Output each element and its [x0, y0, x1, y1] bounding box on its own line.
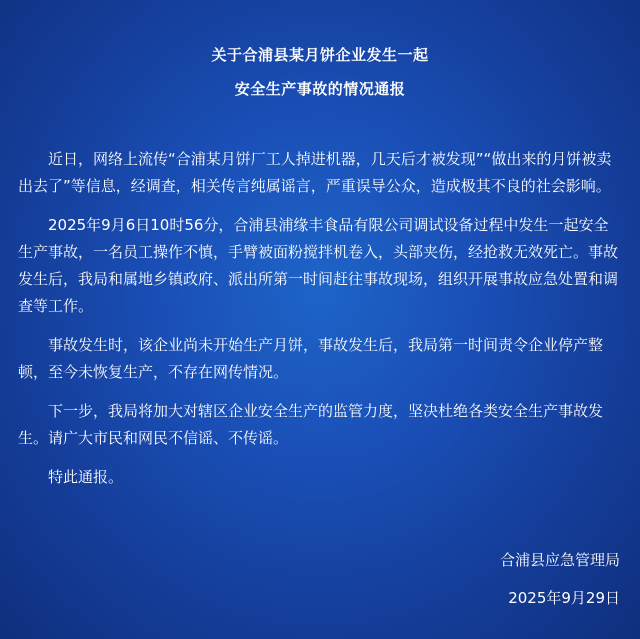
paragraph-rumor: 近日，网络上流传“合浦某月饼厂工人掉进机器，几天后才被发现”“做出来的月饼被卖出去了”等信息，经调查，相关传言纯属谣言，严重误导公众，造成极其不良的社会影响。: [18, 150, 612, 195]
signature-organization: 合浦县应急管理局: [499, 551, 620, 569]
signature-date: 2025年9月29日: [508, 589, 620, 607]
paragraph-closing: 特此通报。: [48, 468, 124, 486]
paragraph-next-steps: 下一步，我局将加大对辖区企业安全生产的监管力度，坚决杜绝各类安全生产事故发生。请广大市民和网民不信谣、不传谣。: [18, 402, 604, 447]
notice-body: [18, 146, 622, 503]
notice-title-line-2: 安全生产事故的情况通报: [234, 80, 406, 98]
notice-title-line-1: 关于合浦县某月饼企业发生一起: [211, 46, 429, 64]
paragraph-status: 事故发生时，该企业尚未开始生产月饼，事故发生后，我局第一时间责令企业停产整顿，至今未恢复生产，不存在网传情况。: [18, 336, 604, 381]
paragraph-accident: 2025年9月6日10时56分，合浦县浦缘丰食品有限公司调试设备过程中发生一起安全生产事故，一名员工操作不慎，手臂被面粉搅拌机卷入，头部夹伤，经抢救无效死亡。事故发生后，我局和属地乡镇政府、派出所第一时间赶往事故现场，组织开展事故应急处置和调查等工作。: [18, 216, 619, 315]
